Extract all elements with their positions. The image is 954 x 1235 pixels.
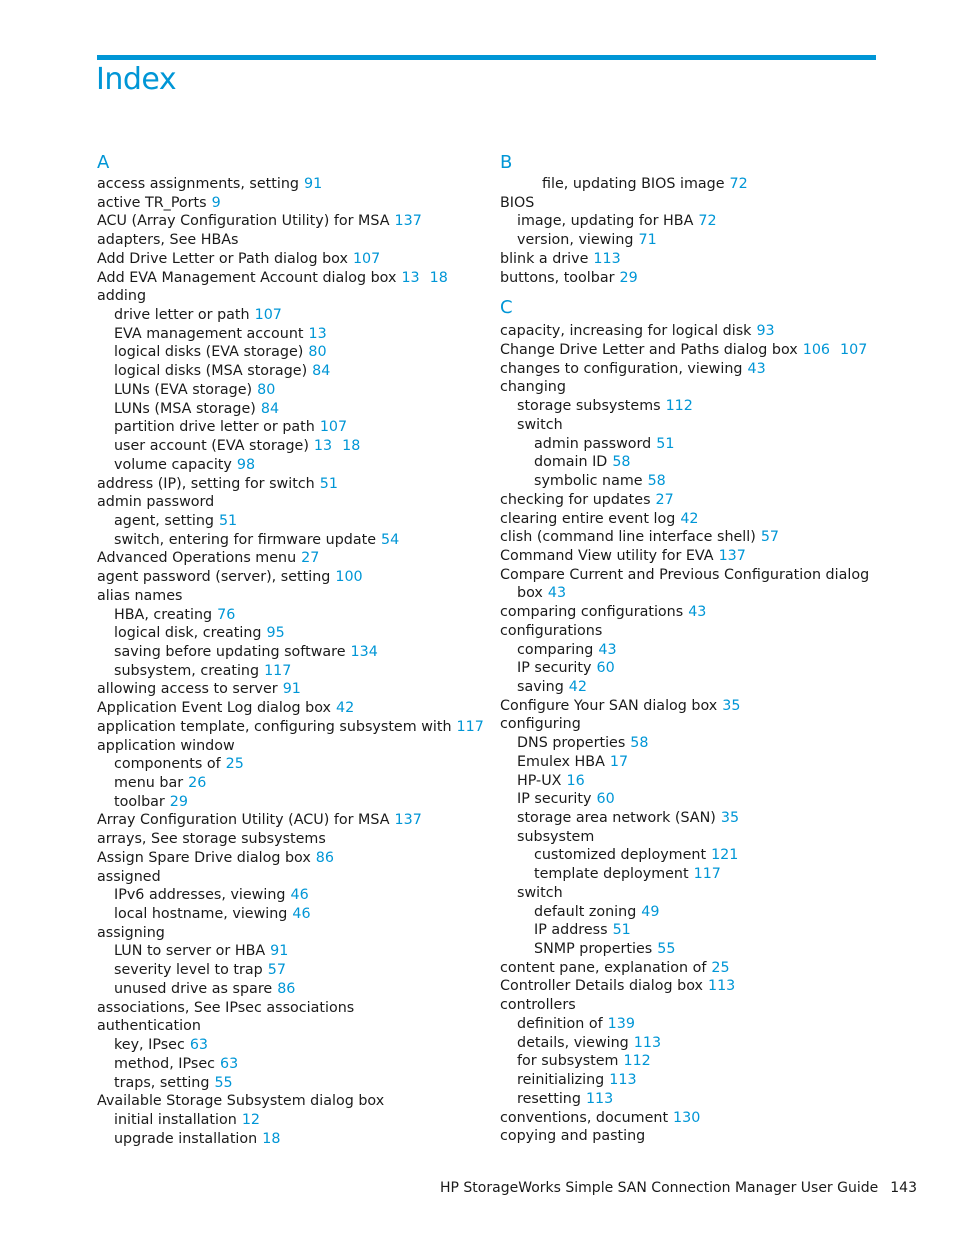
entry-term: toolbar [114,793,165,810]
entry-term: configuring [500,716,581,733]
page-link[interactable]: 29 [619,269,638,286]
index-subentry [97,1036,482,1055]
page-link[interactable]: 91 [303,176,323,192]
entry-term: copying and pasting [500,1128,646,1145]
page-link[interactable]: 57 [267,962,286,979]
entry-term: IP security [517,791,592,808]
index-subentry [500,884,880,903]
index-subentry [500,231,880,250]
index-entry [500,697,880,716]
index-subentry [97,306,482,325]
entry-term: configurations [500,622,603,639]
index-subentry [97,980,482,999]
section-letter: A [97,152,110,173]
index-subentry [97,1055,482,1074]
index-entry [97,999,482,1018]
index-column-left [97,149,482,1148]
index-entry [500,528,880,547]
index-subentry [500,397,880,416]
index-entry [97,868,482,887]
entry-term: conventions, document [500,1109,669,1126]
page-link[interactable]: 107 [319,419,348,436]
entry-term: HBA, creating [114,606,213,623]
entry-term: active TR_Ports [97,194,207,211]
entry-term: Array Configuration Utility (ACU) for MSA [97,812,390,829]
page-link[interactable]: 51 [218,512,238,529]
entry-term: template deployment [534,866,689,883]
index-entry [500,977,880,996]
entry-term: allowing access to server [97,681,278,698]
page-link[interactable]: 137 [718,547,746,564]
entry-term: agent password (server), setting [97,569,331,586]
index-subentry [97,905,482,924]
index-subentry [97,343,482,362]
index-subentry [500,940,880,959]
page-link[interactable]: 80 [257,381,276,398]
entry-term: BIOS [500,194,535,211]
index-entry [500,996,880,1015]
entry-term: menu bar [114,775,184,791]
index-subentry [500,846,880,865]
index-subentry [500,828,880,847]
entry-term: assigned [97,868,161,885]
page-link[interactable]: 42 [680,510,699,527]
footer-guide-title: HP StorageWorks Simple SAN Connection Manager User Guide [440,1180,879,1196]
index-entry [97,680,482,699]
entry-term: arrays, See storage subsystems [97,831,326,848]
page-link[interactable]: 130 [673,1109,701,1126]
page-link[interactable]: 17 [609,753,629,770]
entry-term: LUNs (EVA storage) [114,381,253,398]
index-subentry [97,1130,482,1149]
page-link[interactable]: 55 [214,1074,233,1091]
entry-term: storage subsystems [517,398,661,415]
index-subentry [97,624,482,643]
index-entry [500,341,880,360]
index-entry [500,715,880,734]
entry-term: DNS properties [517,735,626,752]
entry-term: upgrade installation [114,1130,258,1147]
index-subentry [500,1034,880,1053]
entry-term: logical disk, creating [114,625,262,642]
section-letter: B [500,152,513,173]
page-link[interactable]: 112 [665,398,693,415]
entry-term: subsystem [517,828,595,845]
index-entry [97,231,482,250]
index-entry [97,1092,482,1111]
page-link[interactable]: 95 [266,625,285,642]
index-entry [500,622,880,641]
index-entry [500,566,880,585]
page-link[interactable]: 54 [381,531,400,548]
entry-term: Available Storage Subsystem dialog box [97,1093,385,1110]
page-link[interactable]: 27 [655,491,674,508]
page-link[interactable]: 12 [241,1111,261,1128]
entry-term: agent, setting [114,512,214,529]
entry-term: Add Drive Letter or Path dialog box [97,250,348,267]
entry-term: application window [97,737,235,754]
entry-term: EVA management account [114,325,304,342]
index-subentry [97,512,482,531]
page-link[interactable]: 107 [352,250,381,267]
entry-term: components of [114,756,221,773]
page-link[interactable]: 51 [612,922,631,939]
entry-term: controllers [500,997,576,1014]
page-link[interactable]: 63 [220,1055,239,1072]
index-entry [97,212,482,231]
entry-term: alias names [97,587,183,604]
index-subentry [500,1052,880,1071]
page-link[interactable]: 100 [335,569,363,586]
index-subentry [500,175,880,194]
index-subentry [500,865,880,884]
page-link[interactable]: 43 [547,585,567,602]
page-link[interactable]: 91 [270,943,289,960]
entry-term: ACU (Array Configuration Utility) for MSA [97,213,390,230]
entry-term: SNMP properties [534,941,653,958]
page-link[interactable]: 57 [760,529,780,546]
index-entry [500,194,880,213]
entry-term: for subsystem [517,1053,619,1070]
page-link[interactable]: 13 [313,438,333,455]
page-link[interactable]: 26 [188,775,207,791]
page-link[interactable]: 91 [282,681,301,698]
entry-term: switch [517,884,563,901]
index-subentry [97,1074,482,1093]
index-entry [97,250,482,269]
page-link[interactable]: 18 [429,269,448,286]
page-link[interactable]: 18 [262,1130,281,1147]
entry-term: storage area network (SAN) [517,810,716,826]
entry-term: IP security [517,660,592,677]
index-entry [500,322,880,341]
entry-term: Advanced Operations menu [97,550,297,567]
index-subentry [97,793,482,812]
entry-term: LUN to server or HBA [114,943,266,960]
page-link[interactable]: 113 [633,1034,662,1051]
index-entry [97,493,482,512]
entry-term: symbolic name [534,473,643,490]
page-link[interactable]: 46 [292,906,311,923]
page-link[interactable]: 134 [350,643,378,660]
page-link[interactable]: 107 [840,342,868,359]
index-subentry [97,886,482,905]
page-link[interactable]: 60 [596,791,615,808]
index-subentry [500,921,880,940]
index-subentry [97,606,482,625]
entry-term: application template, configuring subsystem with [97,718,452,735]
entry-term: unused drive as spare [114,980,273,997]
index-entry [500,269,880,288]
page-link[interactable]: 43 [688,604,707,621]
page-link[interactable]: 86 [315,849,334,866]
index-subentry [500,903,880,922]
index-entry [97,737,482,756]
entry-term: admin password [97,494,215,511]
index-subentry [500,772,880,791]
entry-term: subsystem, creating [114,662,260,679]
entry-term: traps, setting [114,1074,210,1091]
page-title: Index [96,62,177,97]
entry-term: HP-UX [517,772,562,789]
page-link[interactable]: 98 [236,456,256,473]
page-link[interactable]: 51 [656,435,675,452]
index-subentry [500,641,880,660]
index-column-right [500,149,880,1146]
index-subentry [97,662,482,681]
entry-term: access assignments, setting [97,176,299,192]
index-entry [97,811,482,830]
index-entry [97,194,482,213]
index-subentry [97,1111,482,1130]
index-entry [97,718,482,737]
entry-term: customized deployment [534,847,707,864]
entry-term: checking for updates [500,491,651,508]
page-link[interactable]: 113 [707,978,736,995]
index-subentry [97,418,482,437]
entry-term: clearing entire event log [500,510,676,527]
page-link[interactable]: 35 [720,810,740,826]
index-entry [500,510,880,529]
page-link[interactable]: 42 [568,678,587,695]
page-link[interactable]: 86 [277,980,296,997]
entry-term: admin password [534,435,652,452]
entry-term: logical disks (MSA storage) [114,363,308,380]
page-footer [440,1180,917,1196]
page-link[interactable]: 113 [593,250,621,267]
page-link[interactable]: 58 [647,473,666,490]
index-entry [500,250,880,269]
entry-term: changes to configuration, viewing [500,360,743,377]
entry-term: reinitializing [517,1072,605,1089]
index-subentry [500,1015,880,1034]
index-subentry [500,472,880,491]
section-letter: C [500,297,513,319]
index-subentry [500,753,880,772]
entry-term: Configure Your SAN dialog box [500,697,718,714]
entry-term: saving before updating software [114,643,346,660]
page-link[interactable]: 71 [638,232,657,249]
entry-term: user account (EVA storage) [114,438,309,455]
entry-term: default zoning [534,903,637,920]
page-link[interactable]: 76 [217,606,236,623]
entry-term: adding [97,288,147,305]
entry-term: local hostname, viewing [114,906,288,923]
page-link[interactable]: 46 [290,887,309,904]
index-subentry [500,659,880,678]
index-entry [97,830,482,849]
page-link[interactable]: 72 [698,213,717,230]
index-entry [97,475,482,494]
page-link[interactable]: 113 [585,1090,614,1107]
entry-term: comparing [517,641,594,658]
entry-term: Assign Spare Drive dialog box [97,849,311,866]
index-subentry [500,734,880,753]
index-subentry [97,942,482,961]
entry-term: saving [517,678,564,695]
entry-term: clish (command line interface shell) [500,529,756,546]
index-subentry [500,809,880,828]
entry-term: Add EVA Management Account dialog box [97,269,397,286]
index-entry [97,549,482,568]
index-subentry [500,453,880,472]
page-link[interactable]: 25 [711,959,730,976]
index-entry [97,587,482,606]
entry-term: Emulex HBA [517,753,605,770]
page-link[interactable]: 58 [630,735,649,752]
index-subentry [97,643,482,662]
entry-term: assigning [97,924,165,941]
entry-term: version, viewing [517,232,634,249]
page-link[interactable]: 113 [609,1072,637,1089]
page-link[interactable]: 84 [260,400,280,417]
entry-term: logical disks (EVA storage) [114,344,304,361]
page-link[interactable]: 42 [336,700,355,717]
page-link[interactable]: 72 [729,176,748,192]
page-link[interactable]: 58 [612,454,631,471]
page-link[interactable]: 117 [456,718,484,735]
page-link[interactable]: 13 [401,269,420,286]
entry-term: LUNs (MSA storage) [114,400,256,417]
page-link[interactable]: 51 [319,475,338,492]
index-subentry [97,381,482,400]
index-entry [97,269,482,288]
entry-term: Command View utility for EVA [500,547,714,564]
footer-page-number: 143 [890,1180,917,1196]
entry-term: comparing configurations [500,604,684,621]
index-subentry [500,416,880,435]
index-entry [97,175,482,194]
entry-term: IP address [534,922,608,939]
index-subentry [97,531,482,550]
page-link[interactable]: 9 [211,194,221,211]
entry-term: address (IP), setting for switch [97,475,315,492]
index-subentry [97,362,482,381]
index-subentry [97,325,482,344]
entry-term: authentication [97,1018,201,1035]
index-entry [97,1017,482,1036]
entry-term: volume capacity [114,456,232,473]
entry-term: buttons, toolbar [500,269,615,286]
index-entry [500,959,880,978]
page-link[interactable]: 60 [596,660,615,677]
page-link[interactable]: 137 [394,812,422,829]
page-link[interactable]: 29 [169,793,188,810]
index-entry [97,849,482,868]
index-entry [97,699,482,718]
header-rule [97,55,876,60]
index-entry [500,491,880,510]
page-link[interactable]: 117 [693,866,721,883]
entry-term: details, viewing [517,1034,629,1051]
page-link[interactable]: 80 [308,344,327,361]
entry-term: drive letter or path [114,307,250,324]
entry-term: content pane, explanation of [500,959,707,976]
entry-term: adapters, See HBAs [97,232,239,249]
entry-term: Compare Current and Previous Configuration dialog [500,566,870,583]
entry-term: capacity, increasing for logical disk [500,323,752,340]
entry-term: key, IPsec [114,1037,185,1054]
entry-term: switch, entering for firmware update [114,531,377,548]
index-entry [500,1109,880,1128]
page-link[interactable]: 63 [189,1037,209,1054]
index-subentry [500,435,880,454]
index-subentry [97,400,482,419]
entry-term: Application Event Log dialog box [97,700,331,717]
index-subentry [500,678,880,697]
page-link[interactable]: 27 [301,550,320,567]
index-entry [500,547,880,566]
entry-term: changing [500,379,566,396]
page-link[interactable]: 93 [756,323,775,340]
page-link[interactable]: 112 [623,1053,651,1070]
entry-term: initial installation [114,1111,237,1128]
page-link[interactable]: 35 [722,697,741,714]
page-link[interactable]: 139 [607,1015,635,1032]
page-link[interactable]: 137 [394,213,422,230]
entry-term: associations, See IPsec associations [97,999,355,1016]
entry-term: method, IPsec [114,1055,215,1072]
index-entry [97,568,482,587]
entry-term: resetting [517,1090,581,1107]
entry-term: severity level to trap [114,962,263,979]
index-subentry [97,961,482,980]
page-link[interactable]: 18 [342,438,361,455]
index-subentry [500,584,880,603]
index-subentry [500,790,880,809]
index-entry [500,360,880,379]
entry-term: IPv6 addresses, viewing [114,887,286,904]
page-link[interactable]: 16 [566,772,585,789]
index-subentry [500,1071,880,1090]
entry-term: domain ID [534,454,608,471]
index-entry [500,603,880,622]
page-link[interactable]: 43 [747,360,766,377]
index-subentry [500,1090,880,1109]
page-link[interactable]: 25 [225,756,244,773]
page-link[interactable]: 117 [264,662,292,679]
entry-term: image, updating for HBA [517,213,694,230]
page-link[interactable]: 106 [802,342,831,359]
page-link[interactable]: 55 [657,941,676,958]
entry-term: box [517,585,543,602]
entry-term: partition drive letter or path [114,419,315,436]
index-entry [97,287,482,306]
page-link[interactable]: 107 [254,307,282,324]
entry-term: definition of [517,1015,603,1032]
index-entry [97,924,482,943]
index-subentry [500,212,880,231]
index-entry [500,378,880,397]
entry-term: file, updating BIOS image [542,176,725,192]
entry-term: switch [517,416,563,433]
index-subentry [97,437,482,456]
page-link[interactable]: 43 [598,641,617,658]
entry-term: Controller Details dialog box [500,978,703,995]
index-entry [500,1127,880,1146]
index-subentry [97,774,482,793]
page-link[interactable]: 49 [641,903,660,920]
entry-term: Change Drive Letter and Paths dialog box [500,342,798,359]
page-link[interactable]: 13 [308,325,327,342]
page-link[interactable]: 84 [312,363,331,380]
index-subentry [97,456,482,475]
page-link[interactable]: 121 [711,847,739,864]
index-subentry [97,755,482,774]
entry-term: blink a drive [500,250,589,267]
